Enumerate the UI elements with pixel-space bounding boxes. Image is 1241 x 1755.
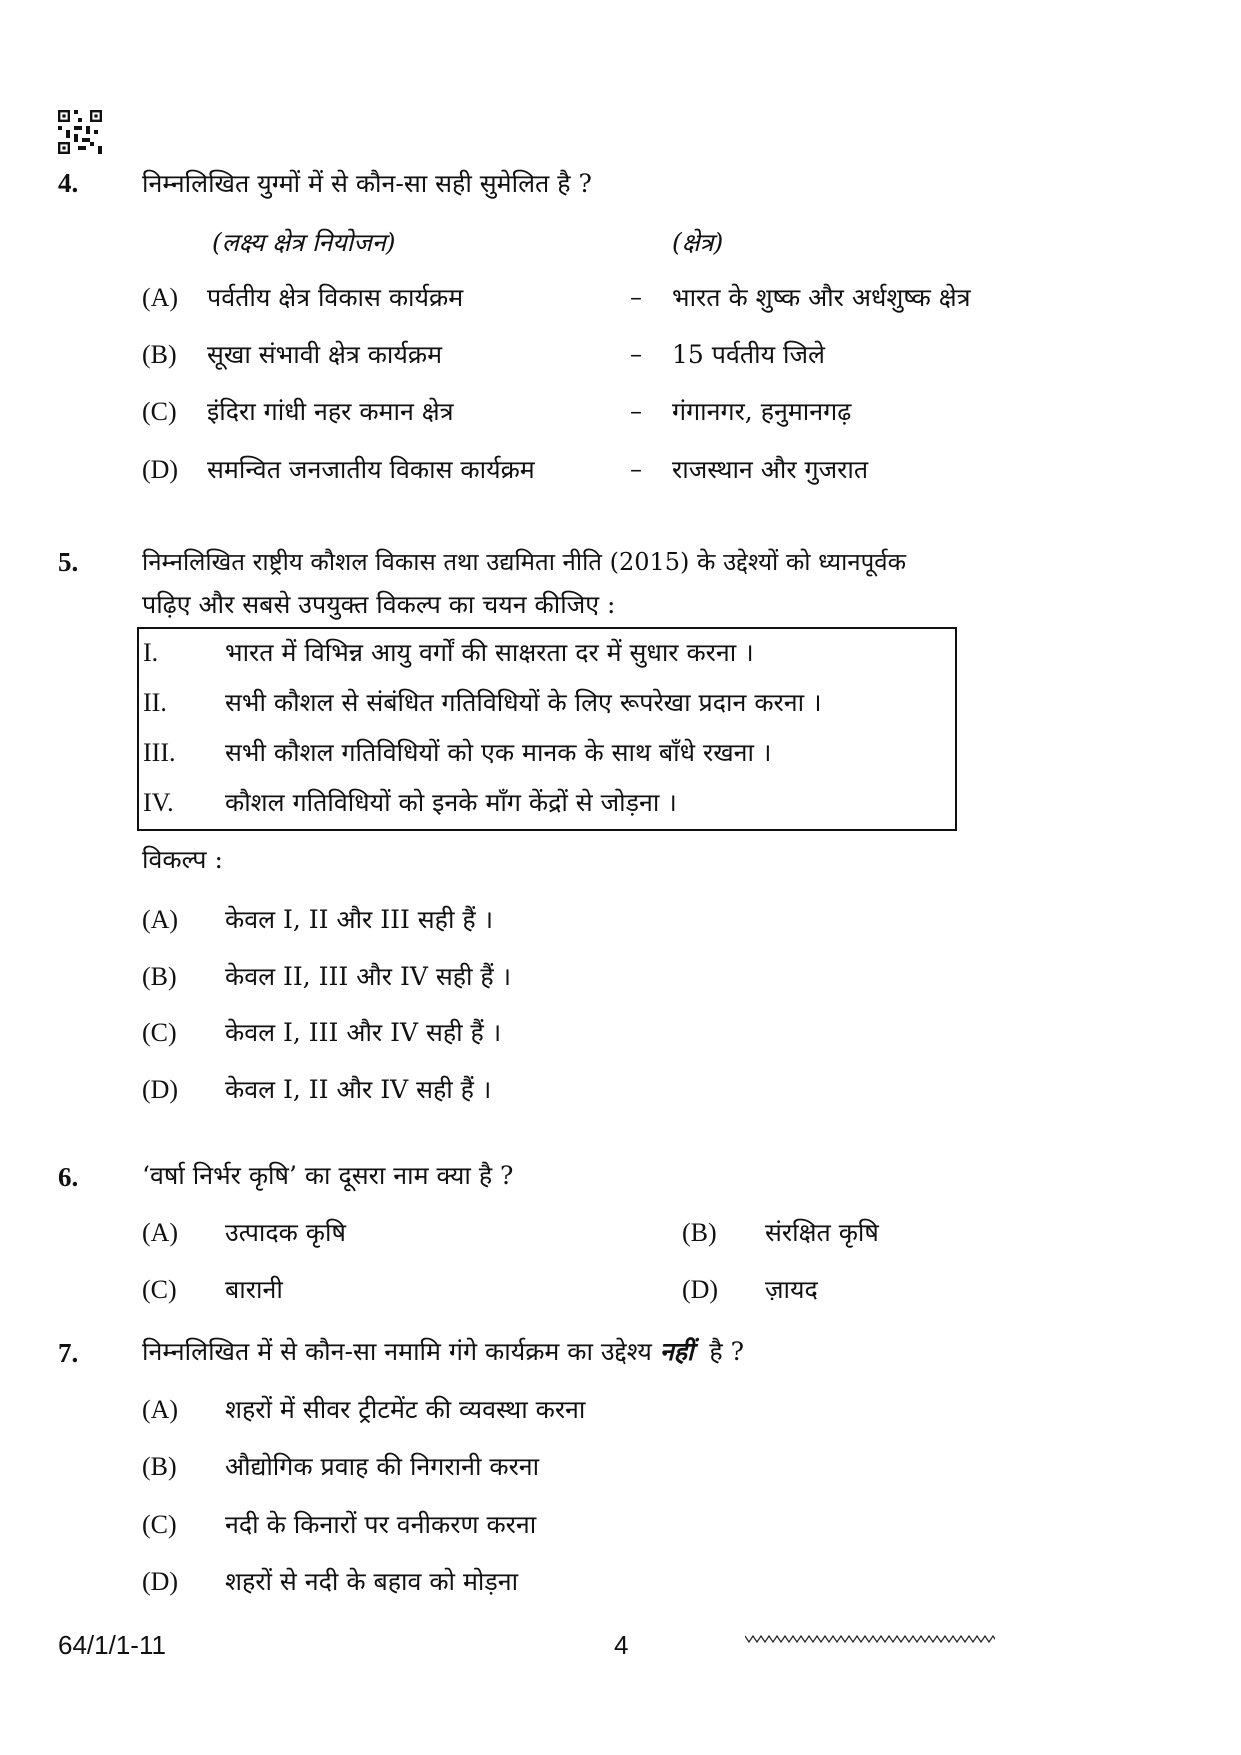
option-label: (A) <box>142 905 179 934</box>
column-heading-left: (लक्ष्य क्षेत्र नियोजन) <box>212 228 396 257</box>
option-label: (B) <box>682 1218 717 1247</box>
option-text: शहरों से नदी के बहाव को मोड़ना <box>225 1567 519 1596</box>
option-text: शहरों में सीवर ट्रीटमेंट की व्यवस्था करना <box>225 1395 586 1424</box>
page-number: 4 <box>614 1630 629 1660</box>
option-right-text: 15 पर्वतीय जिले <box>672 340 826 369</box>
option-right-text: राजस्थान और गुजरात <box>672 455 869 484</box>
option-text: ज़ायद <box>765 1275 818 1304</box>
option-label: (C) <box>142 1018 177 1047</box>
option-label: (D) <box>682 1275 719 1304</box>
question-number: 4. <box>58 168 79 198</box>
option-left-text: सूखा संभावी क्षेत्र कार्यक्रम <box>207 340 443 369</box>
option-label: (B) <box>142 962 177 991</box>
statement-text: कौशल गतिविधियों को इनके माँग केंद्रों से जोड़ना । <box>225 788 677 817</box>
option-text: केवल I, III और IV सही हैं । <box>225 1018 502 1047</box>
option-text: उत्पादक कृषि <box>225 1218 346 1247</box>
wavy-line-icon <box>745 1632 995 1646</box>
option-label: (A) <box>142 1395 179 1424</box>
option-label: (D) <box>142 1075 179 1104</box>
option-text: केवल I, II और IV सही हैं । <box>225 1075 492 1104</box>
option-text: नदी के किनारों पर वनीकरण करना <box>225 1510 537 1539</box>
option-left-text: पर्वतीय क्षेत्र विकास कार्यक्रम <box>207 283 464 312</box>
question-text: ‘वर्षा निर्भर कृषि’ का दूसरा नाम क्या है ? <box>142 1161 514 1190</box>
option-label: (C) <box>142 1275 177 1304</box>
option-label: (A) <box>142 283 179 312</box>
option-label: (B) <box>142 340 177 369</box>
dash: – <box>630 397 642 425</box>
statement-text: भारत में विभिन्न आयु वर्गों की साक्षरता दर में सुधार करना । <box>225 638 754 667</box>
question-number: 7. <box>58 1338 79 1368</box>
qr-code-icon <box>58 110 102 154</box>
option-right-text: भारत के शुष्क और अर्धशुष्क क्षेत्र <box>672 283 971 312</box>
column-heading-right: (क्षेत्र) <box>672 228 724 257</box>
option-left-text: इंदिरा गांधी नहर कमान क्षेत्र <box>207 397 454 426</box>
option-label: (D) <box>142 455 179 484</box>
options-heading: विकल्प : <box>142 845 223 874</box>
option-label: (C) <box>142 1510 177 1539</box>
emphasis-not: नहीं <box>659 1337 694 1366</box>
statement-label: I. <box>143 638 159 667</box>
question-number: 5. <box>58 547 79 577</box>
option-text: संरक्षित कृषि <box>765 1218 879 1247</box>
option-label: (A) <box>142 1218 179 1247</box>
dash: – <box>630 283 642 311</box>
option-left-text: समन्वित जनजातीय विकास कार्यक्रम <box>207 455 535 484</box>
option-label: (D) <box>142 1567 179 1596</box>
dash: – <box>630 455 642 483</box>
statement-text: सभी कौशल से संबंधित गतिविधियों के लिए रूपरेखा प्रदान करना । <box>225 688 822 717</box>
question-text: निम्नलिखित युग्मों में से कौन-सा सही सुमेलित है ? <box>142 169 592 198</box>
question-text-line2: पढ़िए और सबसे उपयुक्त विकल्प का चयन कीजिए : <box>142 590 616 619</box>
option-label: (C) <box>142 397 177 426</box>
paper-code: 64/1/1-11 <box>58 1630 166 1660</box>
question-text: निम्नलिखित में से कौन-सा नमामि गंगे कार्यक्रम का उद्देश्य नहीं है ? <box>142 1337 744 1366</box>
question-text-line1: निम्नलिखित राष्ट्रीय कौशल विकास तथा उद्यमिता नीति (2015) के उद्देश्यों को ध्यानपूर्वक <box>142 548 907 576</box>
option-text: केवल I, II और III सही हैं । <box>225 905 494 934</box>
question-number: 6. <box>58 1162 79 1192</box>
option-label: (B) <box>142 1452 177 1481</box>
option-text: केवल II, III और IV सही हैं । <box>225 962 512 991</box>
dash: – <box>630 340 642 368</box>
statement-label: IV. <box>143 788 174 817</box>
option-text: बारानी <box>225 1275 283 1304</box>
option-right-text: गंगानगर, हनुमानगढ़ <box>672 397 852 426</box>
statement-text: सभी कौशल गतिविधियों को एक मानक के साथ बाँधे रखना । <box>225 738 772 767</box>
option-text: औद्योगिक प्रवाह की निगरानी करना <box>225 1452 540 1481</box>
statement-label: II. <box>143 688 167 717</box>
statement-label: III. <box>143 738 176 767</box>
